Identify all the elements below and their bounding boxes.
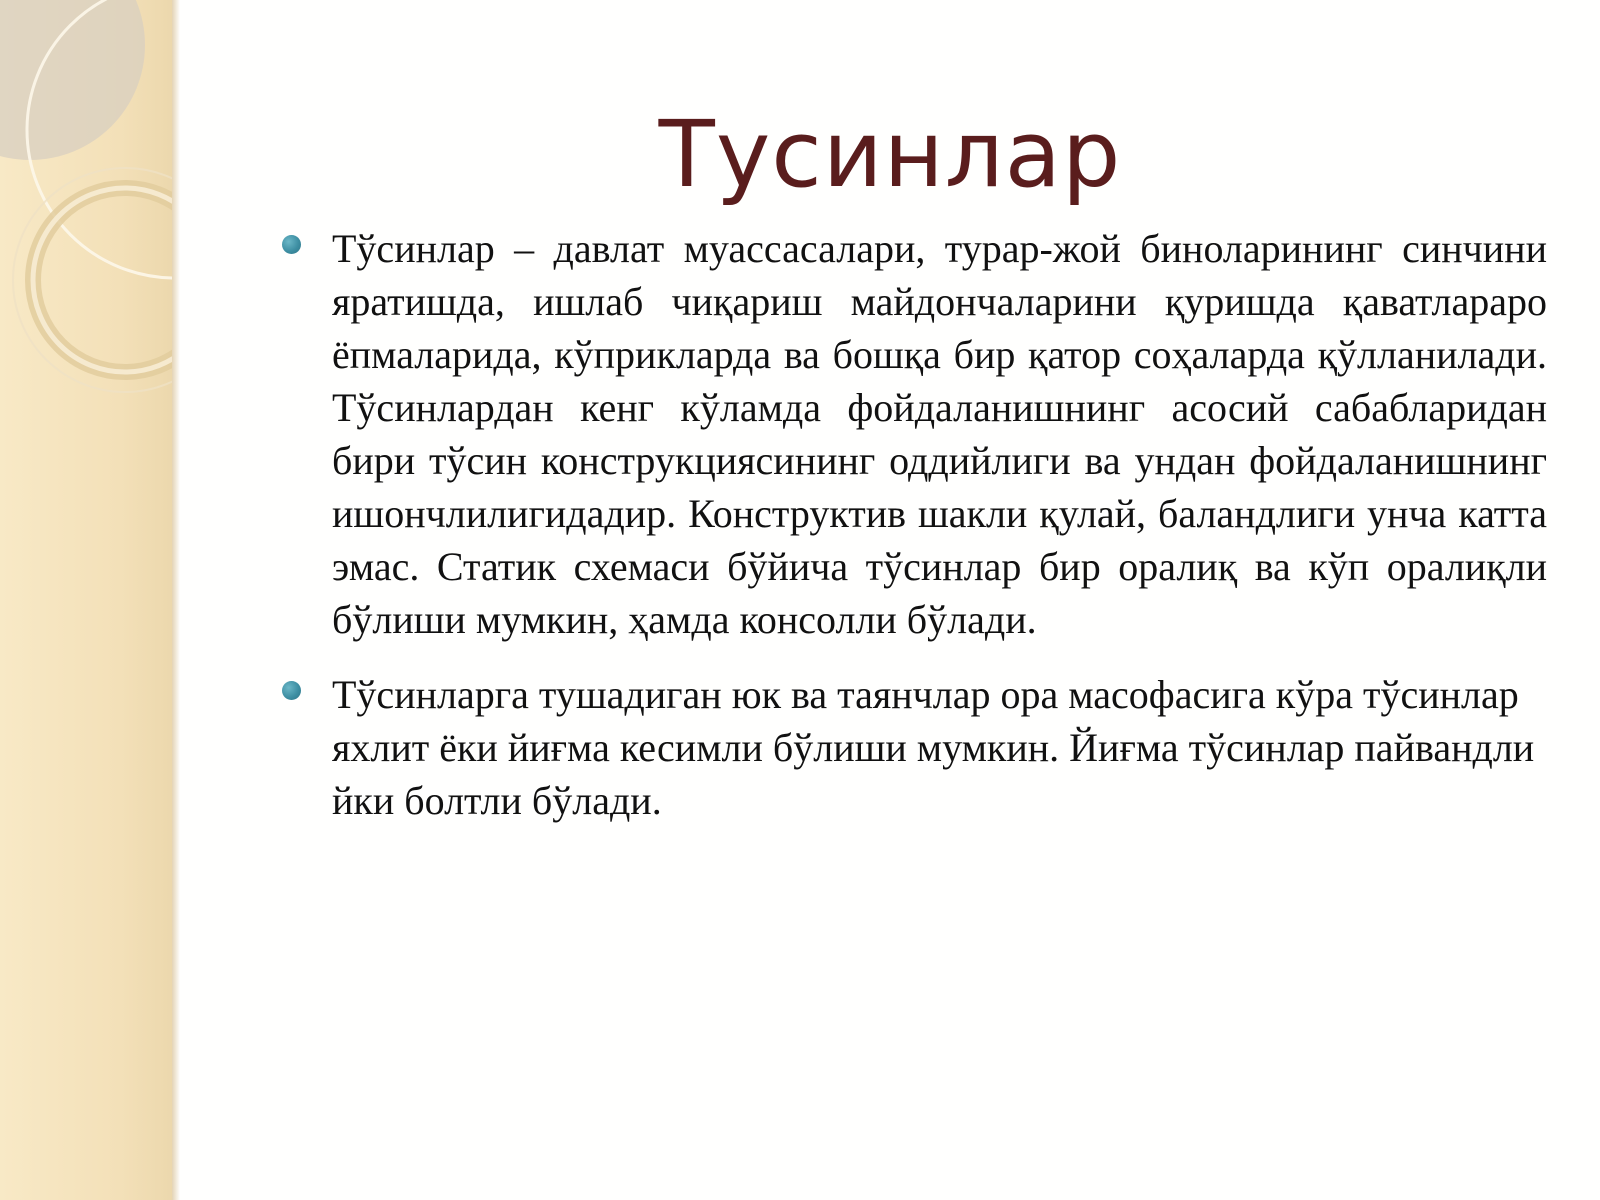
bullet-text: Тўсинлар – давлат муассасалари, турар-жой биноларининг синчини яратишда, ишлаб чиқариш майдончаларини қуришда қаватлараро ёпмаларида, кўприкларда ва бошқа бир қатор соҳаларда қўлланилади. Тўсинлардан кенг кўламда фойдаланишнинг асосий сабабларидан бири тўсин конструкциясининг оддийлиги ва ундан фойдаланишнинг ишончлилигидадир. Конструктив шакли қулай, баландлиги унча катта эмас. Статик схемаси бўйича тўсинлар бир оралиқ ва кўп оралиқли бўлиши мумкин, ҳамда консолли бўлади. (332, 226, 1547, 642)
decorative-circles-graphic (0, 0, 172, 1200)
bullet-icon (282, 681, 301, 700)
bullet-item (282, 668, 1547, 827)
slide-title: Тусинлар (658, 101, 1122, 208)
bullet-text: Тўсинларга тушадиган юк ва таянчлар ора масофасига кўра тўсинлар яхлит ёки йиғма кесимли бўлиши мумкин. Йиғма тўсинлар пайвандли йки болтли бўлади. (332, 672, 1535, 823)
decorative-ring-shape (33, 188, 172, 372)
decorative-side-band (0, 0, 172, 1200)
bullet-icon (282, 235, 301, 254)
side-band-edge (172, 0, 180, 1200)
bullet-list (282, 222, 1547, 849)
bullet-item (282, 222, 1547, 646)
